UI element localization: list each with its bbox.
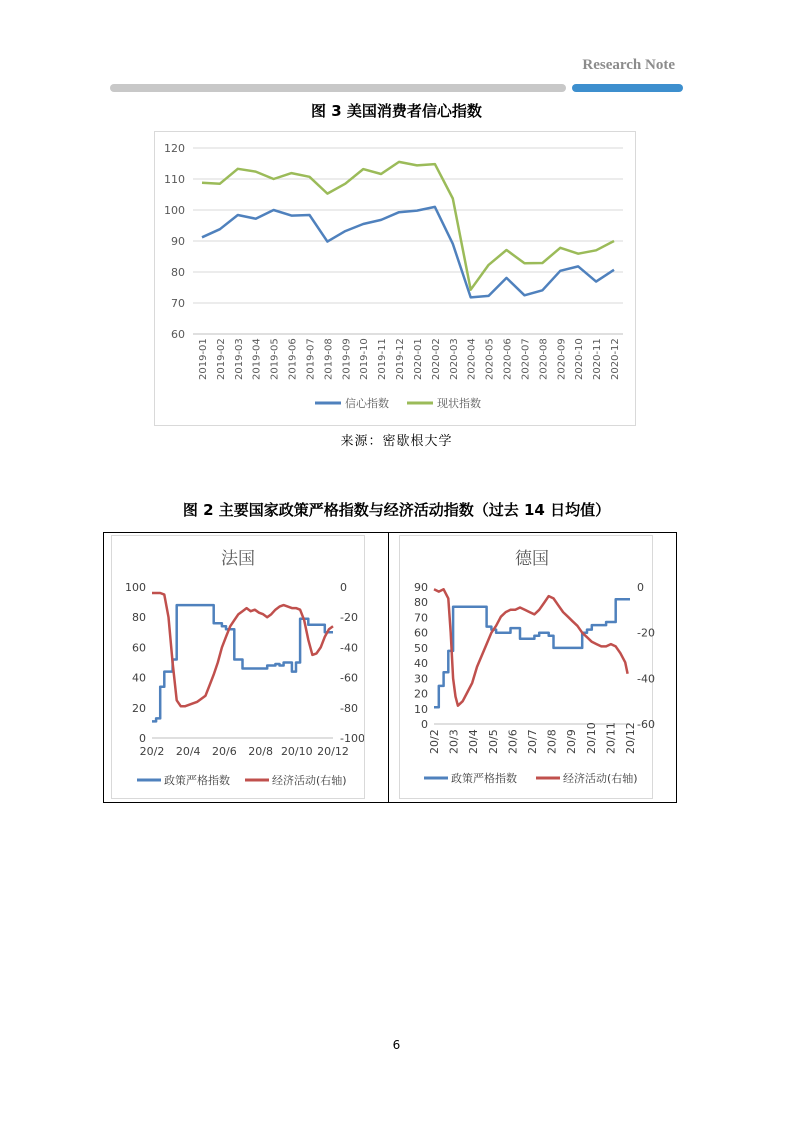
y-tick-label: 100 — [164, 204, 185, 217]
right-y-tick-label: -80 — [340, 701, 358, 715]
germany-line-chart — [400, 536, 664, 798]
series-line-1 — [202, 207, 614, 298]
y-tick-label: 70 — [171, 297, 185, 310]
right-y-tick-label: 0 — [637, 581, 644, 594]
figure2-divider — [388, 533, 389, 802]
left-y-tick-label: 80 — [414, 596, 428, 610]
france-chart-panel — [111, 535, 365, 799]
x-tick-label: 20/11 — [604, 722, 618, 754]
left-y-tick-label: 90 — [414, 581, 428, 594]
x-tick-label: 20/9 — [565, 729, 579, 754]
x-tick-label: 2019-02 — [215, 338, 227, 380]
left-y-tick-label: 100 — [125, 581, 146, 594]
left-y-tick-label: 0 — [139, 732, 146, 745]
y-tick-label: 110 — [164, 173, 185, 186]
right-y-tick-label: -20 — [637, 626, 655, 640]
x-tick-label: 2019-10 — [359, 338, 371, 380]
figure3-line-chart — [155, 132, 635, 425]
x-tick-label: 20/6 — [212, 745, 237, 758]
x-tick-label: 20/10 — [280, 745, 313, 758]
x-tick-label: 2020-06 — [502, 338, 514, 380]
series-line-1 — [434, 599, 630, 707]
right-y-tick-label: -40 — [340, 641, 358, 655]
header-title: Research Note — [582, 57, 675, 73]
right-y-tick-label: 0 — [340, 581, 347, 594]
y-tick-label: 80 — [171, 266, 185, 279]
x-tick-label: 2020-10 — [574, 338, 586, 380]
left-y-tick-label: 50 — [414, 641, 428, 655]
france-line-chart — [112, 536, 364, 798]
x-tick-label: 20/4 — [467, 729, 481, 754]
figure2-title: 图 2 主要国家政策严格指数与经济活动指数（过去 14 日均值） — [182, 501, 611, 519]
x-tick-label: 2020-05 — [484, 338, 496, 380]
x-tick-label: 2020-03 — [448, 338, 460, 380]
left-y-tick-label: 70 — [414, 611, 428, 625]
x-tick-label: 20/7 — [526, 729, 539, 754]
x-tick-label: 2020-08 — [538, 338, 550, 380]
figure3-chart-frame — [154, 131, 636, 426]
x-tick-label: 20/5 — [486, 729, 500, 754]
legend-label-2: 经济活动(右轴) — [272, 774, 347, 787]
x-tick-label: 2020-09 — [556, 338, 568, 380]
left-y-tick-label: 80 — [132, 611, 146, 625]
x-tick-label: 20/8 — [248, 745, 273, 758]
x-tick-label: 20/12 — [624, 722, 637, 754]
x-tick-label: 2020-02 — [430, 338, 442, 380]
figure3-source: 来源：密歇根大学 — [340, 434, 453, 449]
panel-title: 法国 — [221, 549, 255, 569]
x-tick-label: 20/2 — [428, 729, 441, 754]
x-tick-label: 2019-04 — [251, 338, 263, 380]
right-y-tick-label: -20 — [340, 611, 358, 625]
x-tick-label: 2019-11 — [377, 338, 389, 380]
x-tick-label: 20/4 — [175, 745, 201, 758]
right-y-tick-label: -40 — [637, 672, 655, 686]
x-tick-label: 20/8 — [545, 729, 559, 754]
y-tick-label: 90 — [171, 235, 185, 248]
x-tick-label: 20/12 — [317, 745, 349, 758]
x-tick-label: 2020-01 — [412, 338, 424, 380]
x-tick-label: 20/6 — [506, 729, 520, 754]
panel-title: 德国 — [515, 549, 549, 569]
left-y-tick-label: 10 — [414, 702, 428, 716]
x-tick-label: 20/10 — [584, 722, 598, 754]
legend-label-2: 经济活动(右轴) — [563, 772, 638, 785]
y-tick-label: 60 — [171, 328, 185, 341]
x-tick-label: 20/2 — [139, 745, 165, 758]
header-rule-grey — [110, 84, 566, 92]
y-tick-label: 120 — [164, 142, 185, 155]
x-tick-label: 2019-06 — [287, 338, 299, 380]
legend-label-1: 政策严格指数 — [164, 774, 230, 787]
figure3-title: 图 3 美国消费者信心指数 — [311, 102, 482, 120]
x-tick-label: 2020-04 — [466, 338, 478, 380]
header-rule-blue — [572, 84, 683, 92]
right-y-tick-label: -60 — [340, 671, 358, 685]
x-tick-label: 2019-09 — [341, 338, 353, 380]
x-tick-label: 20/3 — [447, 729, 461, 754]
left-y-tick-label: 0 — [421, 718, 428, 731]
left-y-tick-label: 30 — [414, 672, 428, 686]
left-y-tick-label: 60 — [414, 626, 428, 640]
left-y-tick-label: 40 — [414, 657, 428, 671]
x-tick-label: 2019-08 — [323, 338, 335, 380]
x-tick-label: 2019-05 — [269, 338, 281, 380]
series-line-2 — [152, 593, 333, 706]
right-y-tick-label: -60 — [637, 718, 655, 731]
x-tick-label: 2020-07 — [520, 338, 532, 380]
x-tick-label: 2019-07 — [305, 338, 317, 380]
x-tick-label: 2020-12 — [610, 338, 622, 380]
x-tick-label: 2019-01 — [197, 338, 209, 380]
left-y-tick-label: 20 — [414, 687, 428, 701]
left-y-tick-label: 40 — [132, 671, 146, 685]
series-line-2 — [202, 162, 614, 290]
x-tick-label: 2020-11 — [592, 338, 604, 380]
left-y-tick-label: 60 — [132, 641, 146, 655]
legend-label-1: 政策严格指数 — [451, 772, 517, 785]
germany-chart-panel — [399, 535, 653, 799]
right-y-tick-label: -100 — [340, 732, 364, 745]
page-number: 6 — [392, 1038, 401, 1052]
left-y-tick-label: 20 — [132, 701, 146, 715]
legend-label-2: 现状指数 — [437, 397, 481, 410]
x-tick-label: 2019-03 — [233, 338, 245, 380]
x-tick-label: 2019-12 — [395, 338, 407, 380]
legend-label-1: 信心指数 — [345, 397, 389, 410]
